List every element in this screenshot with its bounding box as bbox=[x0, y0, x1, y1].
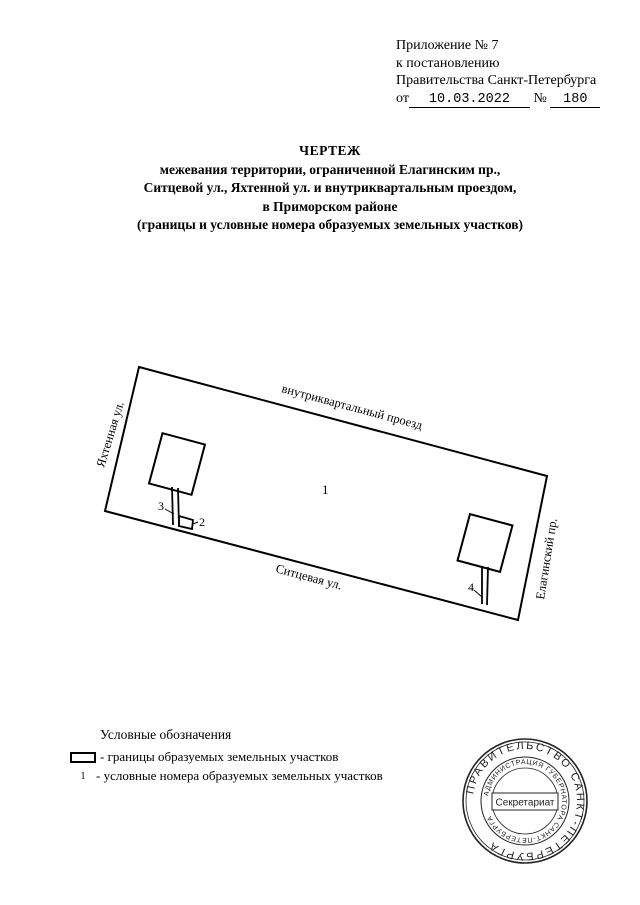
resolution-number: 180 bbox=[563, 91, 588, 107]
appendix-government: Правительства Санкт-Петербурга bbox=[396, 73, 597, 88]
street-label-right: Елагинский пр. bbox=[533, 517, 560, 601]
title-line-2: Ситцевой ул., Яхтенной ул. и внутриквартальным проездом, bbox=[143, 180, 517, 195]
secretariat-stamp bbox=[463, 739, 587, 863]
stamp-outer-text: ПРАВИТЕЛЬСТВО САНКТ-ПЕТЕРБУРГА bbox=[464, 739, 587, 863]
appendix-number: Приложение № 7 bbox=[396, 38, 499, 53]
plot-2-boundary bbox=[179, 516, 193, 529]
title-line-1: межевания территории, ограниченной Елагинским пр., bbox=[159, 161, 501, 177]
street-label-left: Яхтенная ул. bbox=[93, 399, 127, 469]
legend-boundaries-text: - границы образуемых земельных участков bbox=[100, 749, 339, 764]
plot-number-3: 3 bbox=[158, 499, 164, 513]
legend-numbers bbox=[70, 768, 383, 784]
stamp-center-text: Секретариат bbox=[495, 797, 555, 809]
date-prefix: от bbox=[396, 90, 409, 106]
plot-building-left bbox=[149, 433, 205, 495]
title-line-3: в Приморском районе bbox=[262, 198, 398, 214]
plot-number-1: 1 bbox=[322, 482, 329, 497]
plot-number-4: 4 bbox=[468, 580, 474, 594]
legend-title: Условные обозначения bbox=[100, 727, 232, 742]
legend-numbers-text: - условные номера образуемых земельных участков bbox=[96, 768, 383, 783]
plot-number-2: 2 bbox=[199, 515, 205, 529]
street-label-top: внутриквартальный проезд bbox=[280, 381, 424, 433]
resolution-date: 10.03.2022 bbox=[428, 91, 510, 107]
appendix-resolution: к постановлению bbox=[396, 55, 500, 71]
number-prefix: № bbox=[533, 90, 547, 106]
plot-building-right bbox=[458, 514, 513, 572]
stamp-inner-text: АДМИНИСТРАЦИЯ ГУБЕРНАТОРА САНКТ-ПЕТЕРБУРГА bbox=[483, 758, 568, 844]
title-line-4: (границы и условные номера образуемых земельных участков) bbox=[136, 217, 524, 232]
legend-boundaries bbox=[70, 749, 338, 765]
street-label-bottom: Ситцевая ул. bbox=[274, 561, 344, 593]
title-heading: ЧЕРТЕЖ bbox=[299, 143, 361, 158]
boundary-symbol bbox=[70, 752, 96, 763]
number-symbol: 1 bbox=[80, 770, 86, 782]
